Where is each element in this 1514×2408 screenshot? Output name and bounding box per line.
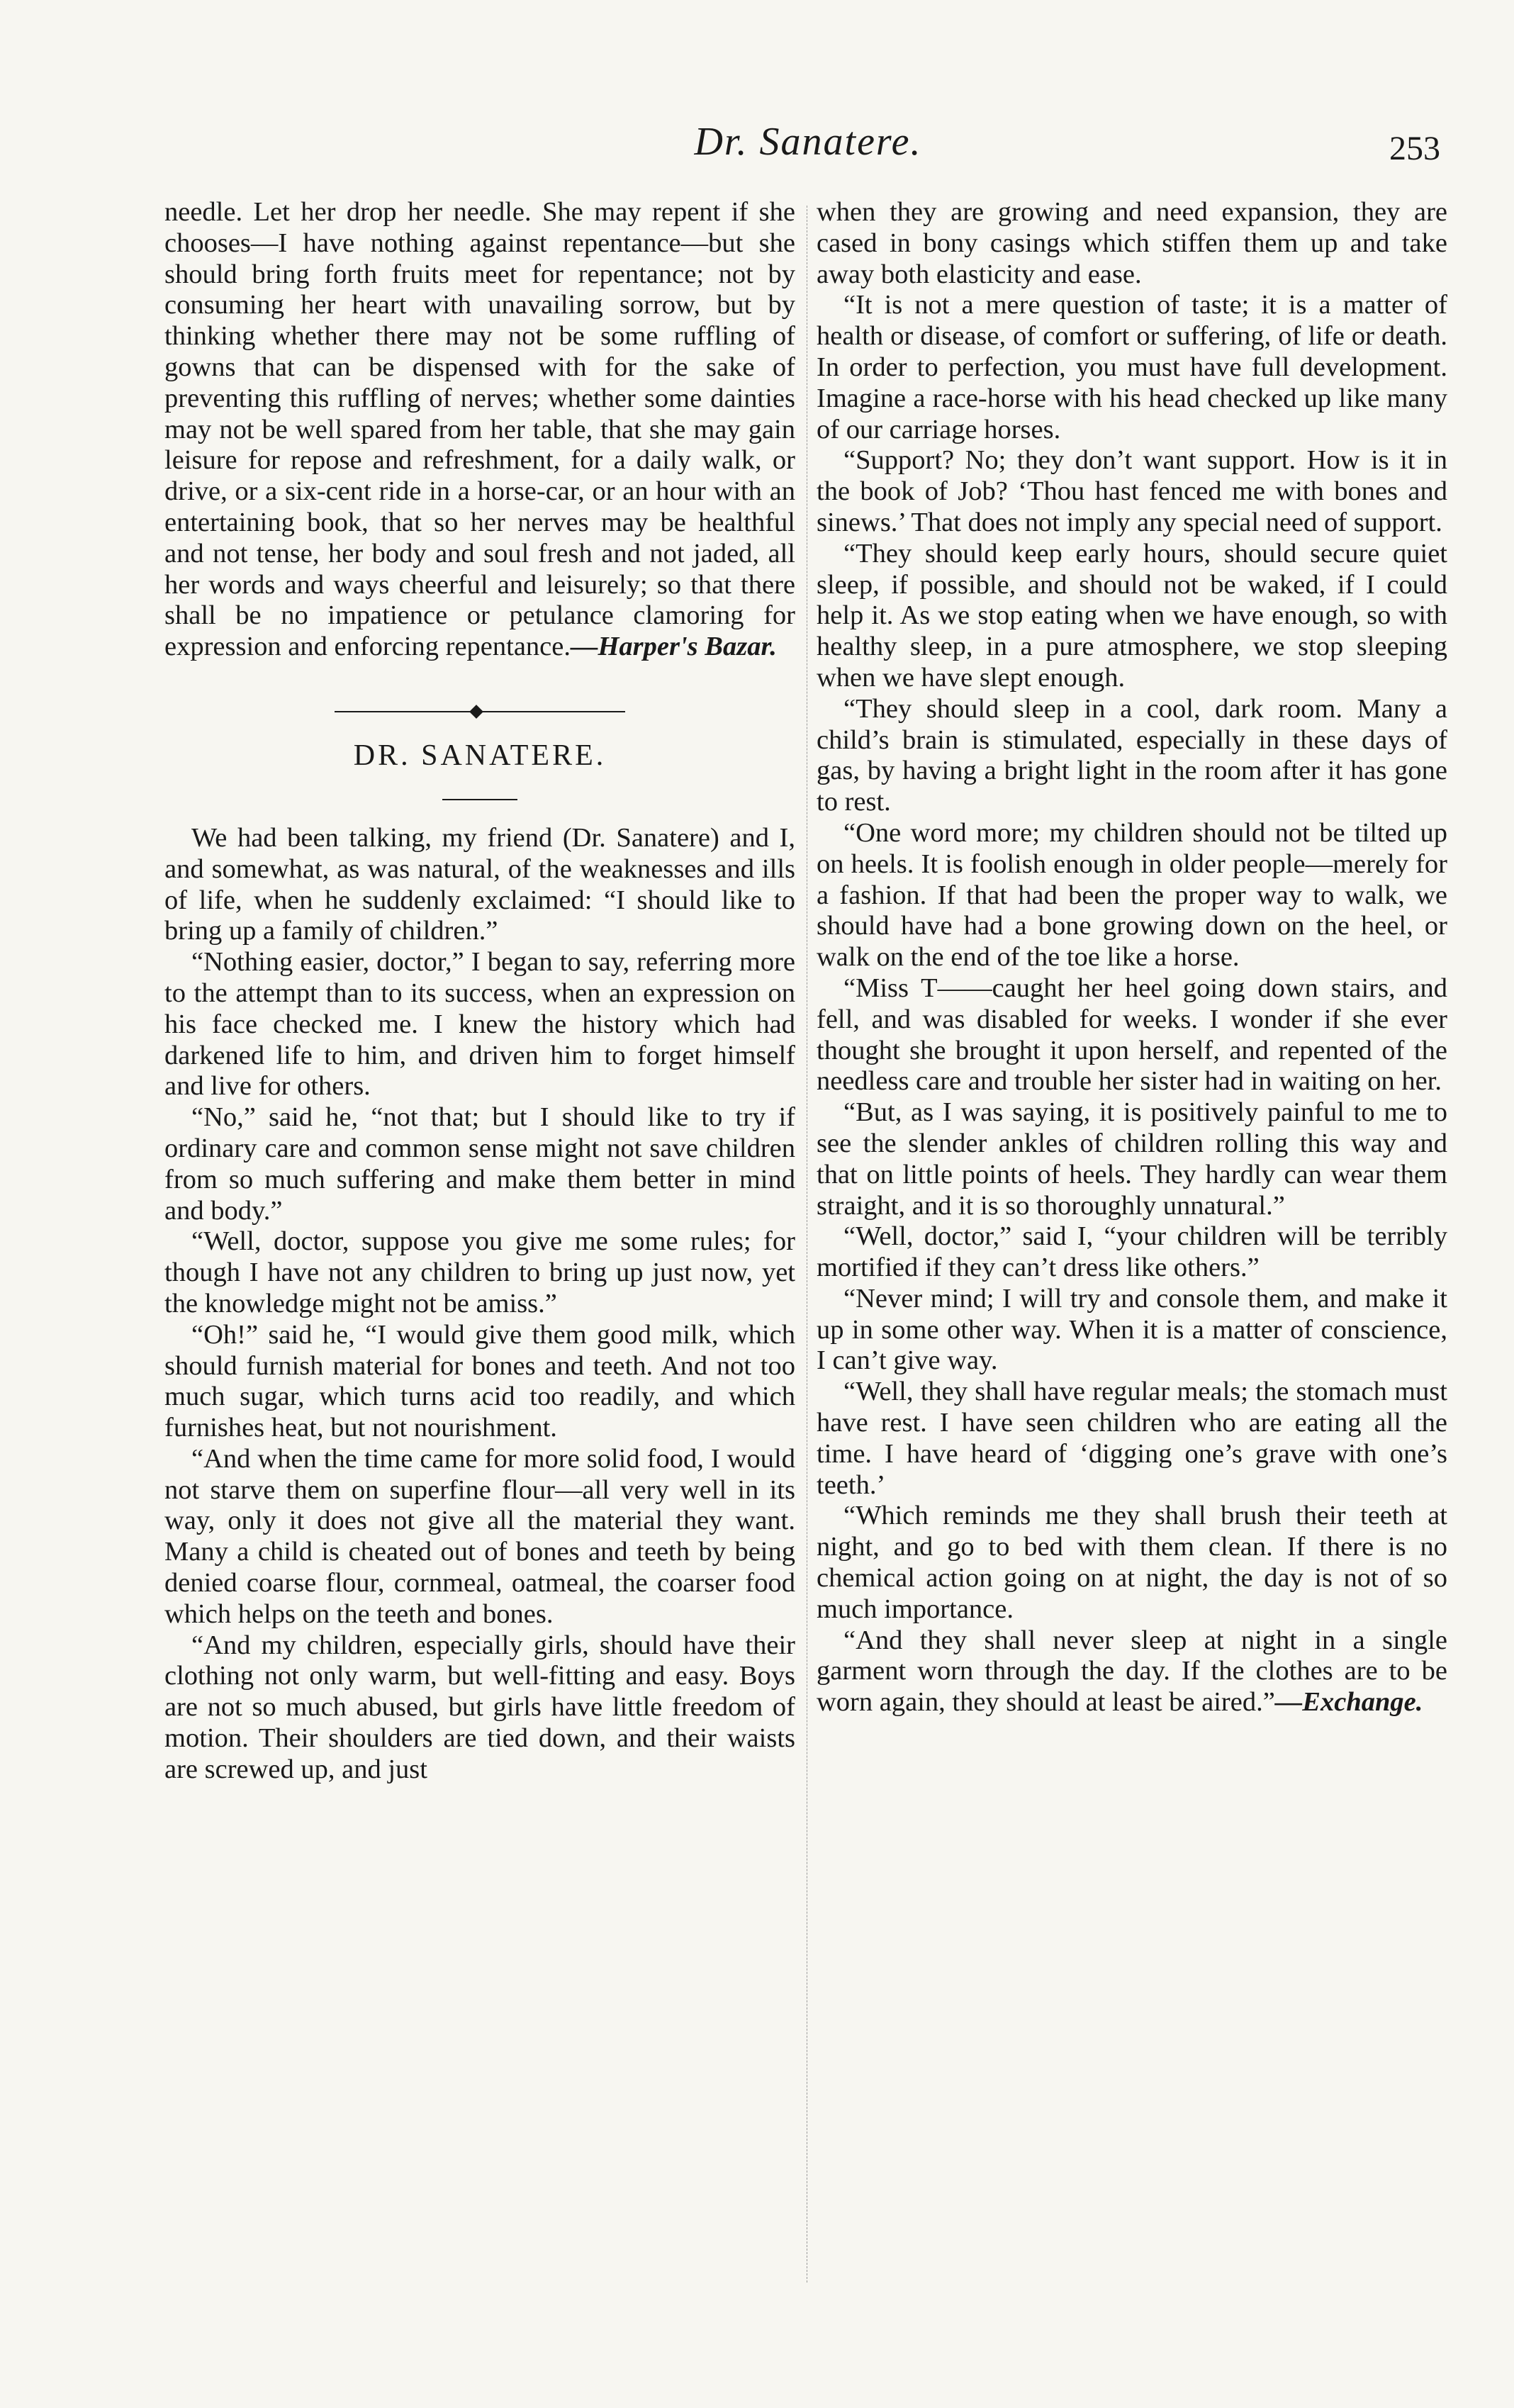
page-number: 253 [1389,130,1440,167]
paragraph: “One word more; my children should not be tilted up on heels. It is foolish enough in older people—merely for a fashion. If that had been the proper way to walk, we should have had a bone growing down on the heel, or walk on the end of the toe like a horse. [817,817,1447,973]
source-citation: —Harper's Bazar. [570,632,777,662]
paragraph-text: needle. Let her drop her needle. She may repent if she chooses—I have nothing against repentance—but she should bring forth fruits meet for repentance; not by consuming her heart with unavailing sorrow, but by thinking whether there may not be some ruffling of gowns that can be dispensed with for the sake of preventing this ruffling of nerves; whether some dainties may not be well spared from her table, that she may gain leisure for repose and refreshment, for a daily walk, or drive, or a six-cent ride in a horse-car, or an hour with an entertaining book, that so her nerves may be healthful and not tense, her body and soul fresh and not jaded, all her words and ways cheerful and leisurely; so that there shall be no impatience or petulance clamoring for expression and enforcing repentance. [164,197,795,662]
running-title: Dr. Sanatere. [694,120,922,164]
paragraph: “Well, doctor, suppose you give me some rules; for though I have not any children to bring up just now, yet the knowledge might not be amiss.” [164,1226,795,1318]
right-column [817,197,1447,1718]
paragraph: “Nothing easier, doctor,” I began to say, referring more to the attempt than to its success, when an expression on his face checked me. I knew the history which had darkened life to him, and driven him to forget himself and live for others. [164,947,795,1102]
paragraph: “Never mind; I will try and console them, and make it up in some other way. When it is a matter of conscience, I can’t give way. [817,1283,1447,1376]
continued-paragraph: when they are growing and need expansion, they are cased in bony casings which stiffen them up and take away both elasticity and ease. [817,197,1447,289]
paragraph-text: “And they shall never sleep at night in a single garment worn through the day. If the clothes are to be worn again, they should at least be aired.” [817,1625,1447,1718]
paragraph: “They should sleep in a cool, dark room. Many a child’s brain is stimulated, especially in these days of gas, by having a bright light in the room after it has gone to rest. [817,693,1447,817]
left-column [164,197,795,1786]
paragraph: “And when the time came for more solid food, I would not starve them on superfine flour—all very well in its way, only it does not give all the material they want. Many a child is cheated out of bones and teeth by being denied coarse flour, cornmeal, oatmeal, the coarser food which helps on the teeth and bones. [164,1443,795,1629]
paragraph: “It is not a mere question of taste; it is a matter of health or disease, of comfort or suffering, of life or death. In order to perfection, you must have full development. Imagine a race-horse with his head checked up like many of our carriage horses. [817,290,1447,444]
paragraph: “Support? No; they don’t want support. How is it in the book of Job? ‘Thou hast fenced me with bones and sinews.’ That does not imply any special need of support. [817,445,1447,537]
paragraph: “But, as I was saying, it is positively painful to me to see the slender ankles of children rolling this way and that on little points of heels. They hardly can wear them straight, and it is so thoroughly unnatural.” [817,1097,1447,1221]
paragraph: “No,” said he, “not that; but I should like to try if ordinary care and common sense might not save children from so much suffering and make them better in mind and body.” [164,1102,795,1226]
paragraph: “Well, doctor,” said I, “your children will be terribly mortified if they can’t dress like others.” [817,1221,1447,1283]
paragraph: “Which reminds me they shall brush their teeth at night, and go to bed with them clean. If there is no chemical action going on at night, the day is not of so much importance. [817,1501,1447,1624]
paragraph: “And my children, especially girls, should have their clothing not only warm, but well-fitting and easy. Boys are not so much abused, but girls have little freedom of motion. Their shoulders are tied down, and their waists are screwed up, and just [164,1630,795,1784]
paragraph: “Oh!” said he, “I would give them good milk, which should furnish material for bones and teeth. And not too much sugar, which turns acid too readily, and which furnishes heat, but not nourishment. [164,1319,795,1443]
section-header [164,670,795,823]
continued-paragraph [164,197,795,663]
ornament-dot [469,705,483,719]
paragraph: “They should keep early hours, should secure quiet sleep, if possible, and should not be waked, if I could help it. As we stop eating when we have enough, so with healthy sleep, in a pure atmosphere, we stop sleeping when we have slept enough. [817,538,1447,693]
paragraph: “Miss T——caught her heel going down stairs, and fell, and was disabled for weeks. I wonder if she ever thought she brought it upon herself, and repented of the needless care and trouble her sister had in waiting on her. [817,973,1447,1097]
source-citation: —Exchange. [1274,1687,1423,1718]
final-paragraph [817,1625,1447,1718]
paragraph: “Well, they shall have regular meals; the stomach must have rest. I have seen children who are eating all the time. I have heard of ‘digging one’s grave with one’s teeth.’ [817,1377,1447,1500]
title-rule [442,799,517,800]
running-head [0,119,1514,169]
paragraph: We had been talking, my friend (Dr. Sanatere) and I, and somewhat, as was natural, of the weaknesses and ills of life, when he suddenly exclaimed: “I should like to bring up a family of children.” [164,822,795,946]
article-title: DR. SANATERE. [353,739,607,772]
